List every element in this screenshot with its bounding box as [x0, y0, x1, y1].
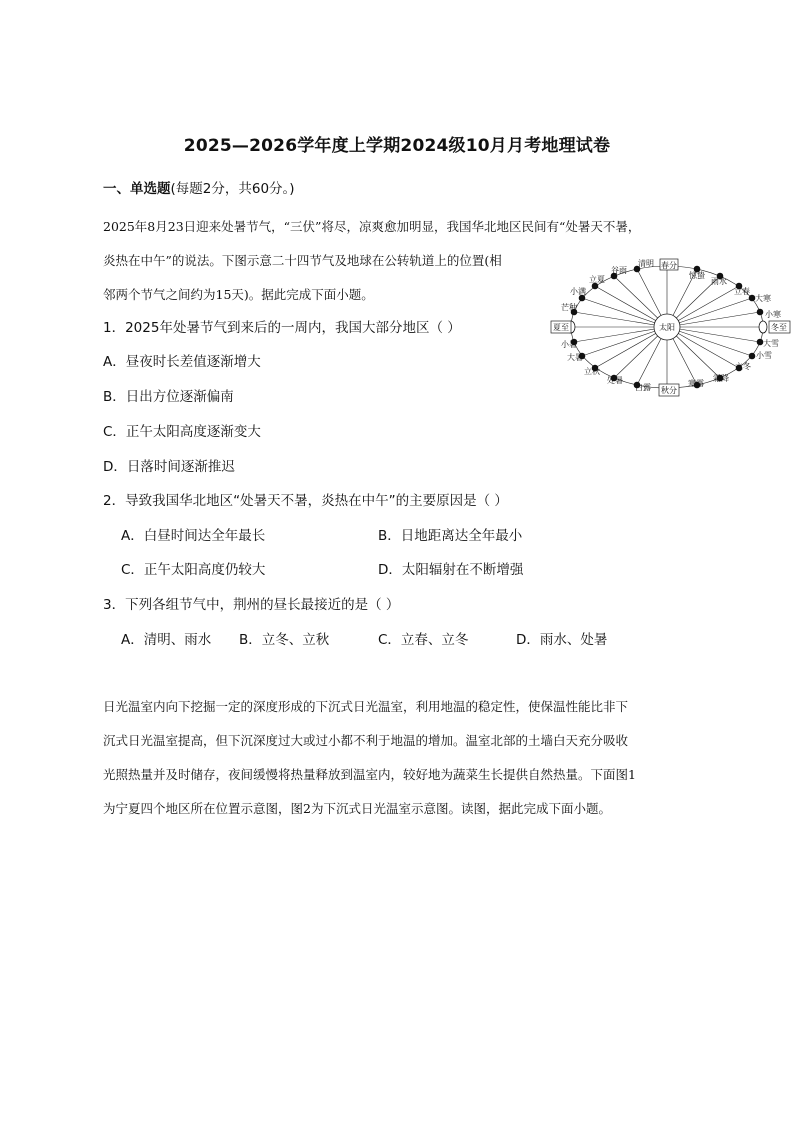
section-heading: 一、单选题	[103, 181, 171, 197]
question-2-option-d: D．太阳辐射在不断增强	[378, 562, 524, 578]
label-bailu: 白露	[635, 383, 651, 392]
label-xiaoshu: 小暑	[561, 340, 577, 349]
label-qingming: 清明	[638, 259, 654, 268]
reading-passage	[103, 690, 636, 826]
question-2-option-c: C．正午太阳高度仍较大	[121, 562, 266, 578]
question-1-option-b: B．日出方位逐渐偏南	[103, 389, 234, 405]
label-lichun: 立春	[734, 287, 750, 296]
question-2-option-b: B．日地距离达全年最小	[378, 528, 523, 544]
intro-line: 炎热在中午”的说法。下图示意二十四节气及地球在公转轨道上的位置(相	[103, 253, 502, 268]
question-1-option-c: C．正午太阳高度逐渐变大	[103, 424, 261, 440]
label-xiaoman: 小满	[570, 287, 586, 296]
label-shuangjiang: 霜降	[713, 374, 729, 383]
label-summer-solstice: 夏至	[553, 323, 569, 332]
intro-line: 邻两个节气之间约为15天)。据此完成下面小题。	[103, 287, 374, 302]
label-liqiu: 立秋	[584, 367, 600, 376]
label-jingzhe: 惊蛰	[689, 271, 705, 280]
label-hanlu: 寒露	[688, 379, 704, 388]
section-note: (每题2分，共60分。)	[170, 181, 295, 197]
label-daxue: 大雪	[763, 339, 779, 348]
label-dahan: 大寒	[755, 294, 771, 303]
solar-terms-diagram	[547, 256, 792, 398]
label-winter-solstice: 冬至	[771, 323, 787, 332]
sun-label: 太阳	[659, 323, 675, 332]
label-chushu: 处暑	[607, 376, 623, 385]
label-xiaohan: 小寒	[765, 310, 781, 319]
passage-line: 日光温室内向下挖掘一定的深度形成的下沉式日光温室，利用地温的稳定性，使保温性能比非下	[103, 699, 629, 714]
label-dashu: 大暑	[567, 353, 583, 362]
question-2-stem: 2．导致我国华北地区“处暑天不暑，炎热在中午”的主要原因是（ ）	[103, 493, 508, 509]
question-1-option-a: A．昼夜时长差值逐渐增大	[103, 354, 261, 370]
question-3-option-b: B．立冬、立秋	[239, 632, 330, 648]
label-guyu: 谷雨	[611, 266, 627, 275]
passage-line: 沉式日光温室提高，但下沉深度过大或过小都不利于地温的增加。温室北部的土墙白天充分吸收	[103, 733, 629, 748]
label-autumn-equinox: 秋分	[661, 386, 677, 395]
question-1-stem: 1．2025年处暑节气到来后的一周内，我国大部分地区（ ）	[103, 320, 461, 336]
question-1-option-d: D．日落时间逐渐推迟	[103, 459, 235, 475]
label-lixia: 立夏	[589, 275, 605, 284]
exam-title: 2025—2026学年度上学期2024级10月月考地理试卷	[183, 136, 611, 156]
question-3-option-d: D．雨水、处暑	[516, 632, 608, 648]
label-lidong: 立冬	[735, 362, 751, 371]
section-header	[103, 177, 295, 197]
question-2-option-a: A．白昼时间达全年最长	[121, 528, 266, 544]
label-spring-equinox: 春分	[661, 261, 677, 270]
label-yushui: 雨水	[711, 277, 727, 286]
passage-line: 光照热量并及时储存，夜间缓慢将热量释放到温室内，较好地为蔬菜生长提供自然热量。下面图1	[103, 767, 636, 782]
intro-line: 2025年8月23日迎来处暑节气，“三伏”将尽，凉爽愈加明显，我国华北地区民间有“处暑天不暑，	[103, 219, 641, 234]
label-mangzhong: 芒种	[561, 303, 577, 312]
question-3-option-a: A．清明、雨水	[121, 632, 212, 648]
label-xiaoxue: 小雪	[756, 351, 772, 360]
question-3-option-c: C．立春、立冬	[378, 632, 469, 648]
question-3-stem: 3．下列各组节气中，荆州的昼长最接近的是（ ）	[103, 597, 400, 613]
passage-line: 为宁夏四个地区所在位置示意图，图2为下沉式日光温室示意图。读图，据此完成下面小题。	[103, 801, 611, 816]
